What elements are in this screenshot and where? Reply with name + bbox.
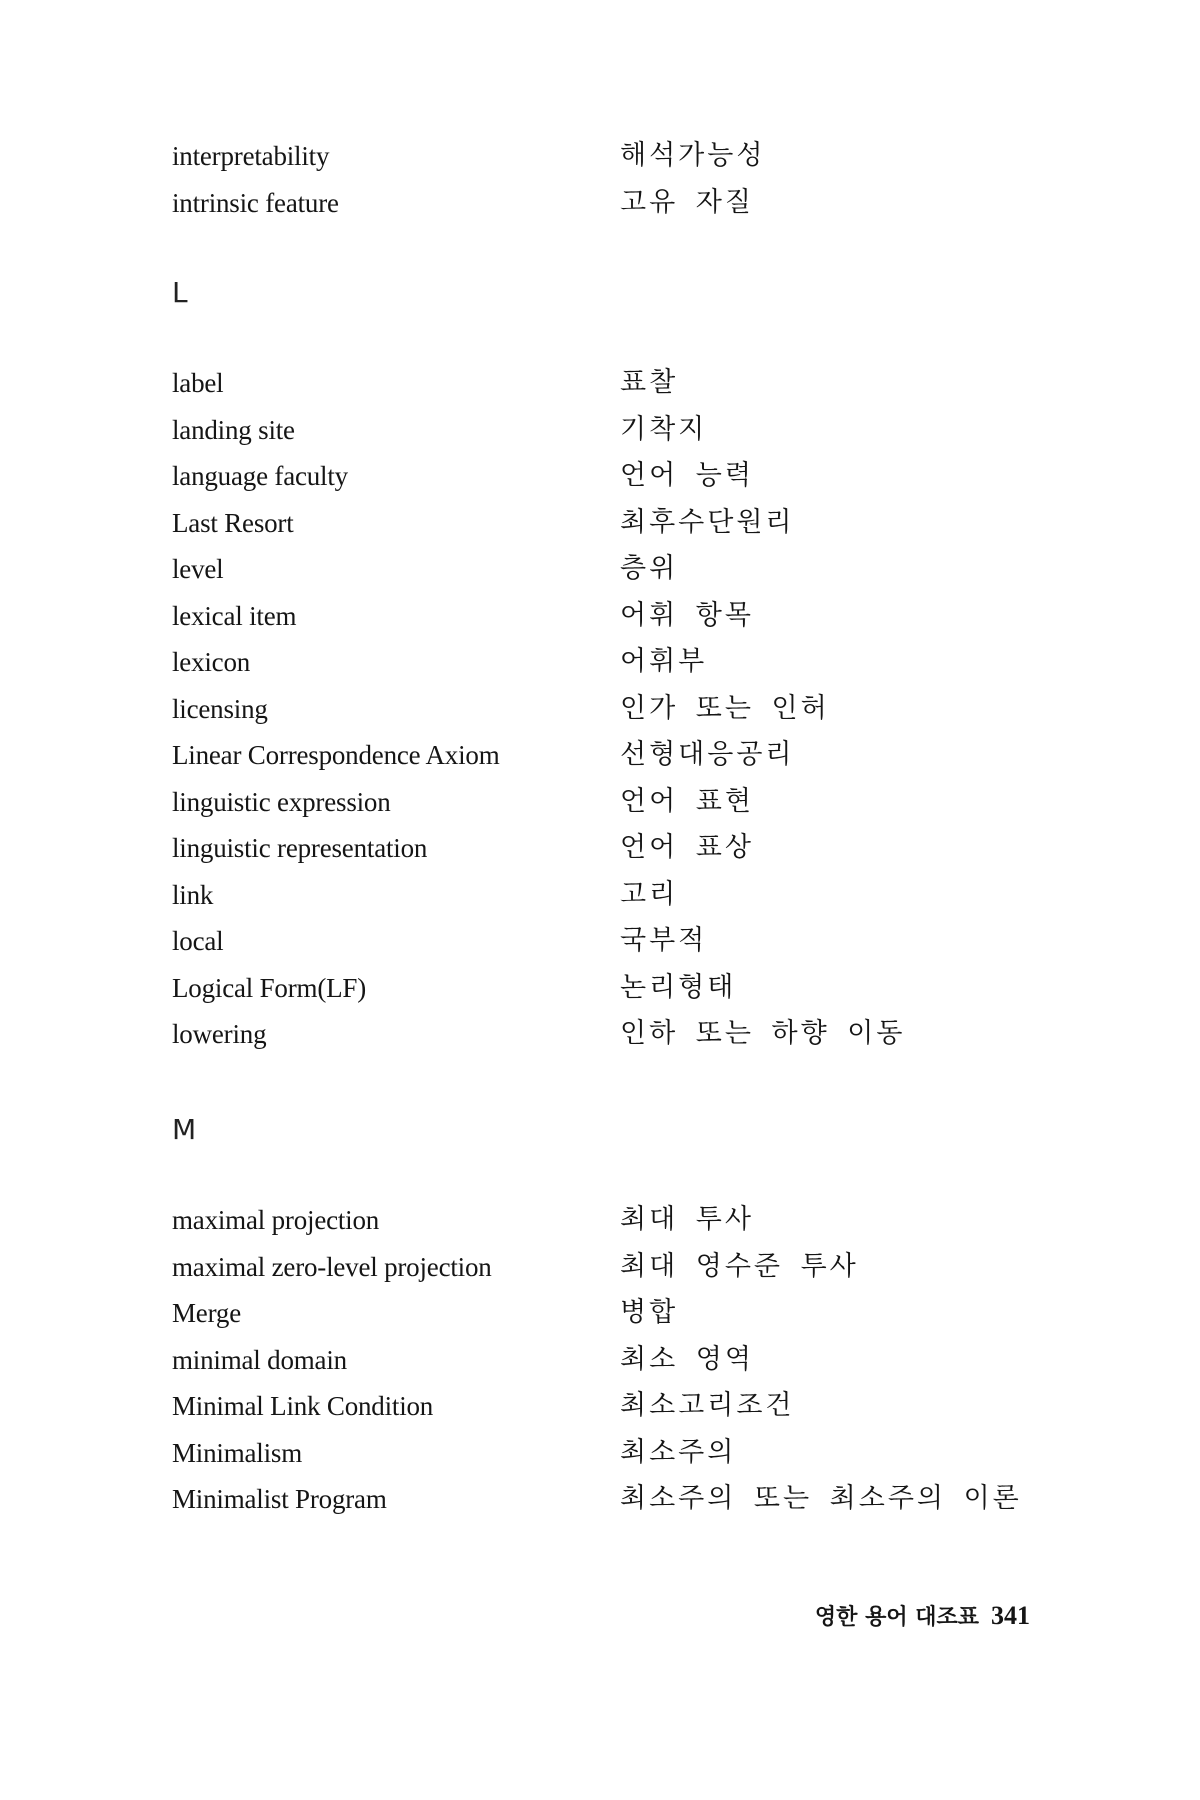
english-term: local	[172, 926, 224, 956]
english-term: interpretability	[172, 141, 330, 171]
korean-term: 층위	[620, 553, 679, 584]
english-term: Merge	[172, 1298, 241, 1328]
section-letter-l: L	[172, 276, 188, 309]
glossary-row	[172, 1290, 1072, 1337]
glossary-row	[172, 593, 1072, 640]
english-term: Last Resort	[172, 507, 294, 538]
korean-term: 최소주의 또는 최소주의 이론	[620, 1483, 1022, 1514]
top-entries	[172, 133, 1072, 226]
section-letter-m: M	[172, 1113, 197, 1146]
korean-term: 언어 능력	[620, 460, 754, 491]
english-term: linguistic expression	[172, 786, 391, 817]
glossary-row	[172, 1244, 1072, 1291]
page-number: 341	[991, 1601, 1030, 1630]
english-term: minimal domain	[172, 1344, 347, 1375]
english-term: Minimal Link Condition	[172, 1391, 434, 1421]
korean-term: 최후수단원리	[620, 506, 795, 538]
english-term: linguistic representation	[172, 833, 428, 863]
korean-term: 병합	[620, 1297, 679, 1328]
english-term: Minimalism	[172, 1437, 303, 1468]
glossary-row	[172, 779, 1072, 826]
glossary-row	[172, 407, 1072, 454]
korean-term: 최소주의	[620, 1436, 737, 1468]
korean-term: 기착지	[620, 413, 708, 445]
glossary-row	[172, 133, 1072, 180]
english-term: level	[172, 554, 224, 584]
english-term: maximal projection	[172, 1205, 380, 1235]
korean-term: 국부적	[620, 925, 708, 956]
korean-term: 해석가능성	[620, 140, 766, 171]
korean-term: 인가 또는 인허	[620, 692, 830, 724]
english-term: maximal zero-level projection	[172, 1251, 492, 1282]
english-term: intrinsic feature	[172, 187, 339, 218]
english-term: lexical item	[172, 600, 297, 631]
english-term: Linear Correspondence Axiom	[172, 740, 500, 770]
korean-term: 언어 표상	[620, 832, 754, 863]
glossary-row	[172, 453, 1072, 500]
glossary-row	[172, 639, 1072, 686]
section-m-entries	[172, 1197, 1072, 1523]
glossary-row	[172, 546, 1072, 593]
glossary-row	[172, 1383, 1072, 1430]
english-term: language faculty	[172, 461, 348, 491]
glossary-row	[172, 872, 1072, 919]
glossary-row	[172, 1011, 1072, 1058]
glossary-row	[172, 965, 1072, 1012]
english-term: link	[172, 879, 214, 910]
glossary-row	[172, 918, 1072, 965]
korean-term: 논리형태	[620, 971, 737, 1003]
english-term: lowering	[172, 1019, 267, 1049]
korean-term: 고유 자질	[620, 186, 754, 218]
english-term: label	[172, 368, 224, 398]
running-title: 영한 용어 대조표	[814, 1605, 979, 1630]
glossary-row	[172, 180, 1072, 227]
english-term: Logical Form(LF)	[172, 972, 367, 1003]
korean-term: 최대 투사	[620, 1204, 754, 1235]
korean-term: 어휘 항목	[620, 599, 754, 631]
korean-term: 최소고리조건	[620, 1390, 795, 1421]
glossary-row	[172, 732, 1072, 779]
korean-term: 고리	[620, 878, 679, 910]
glossary-row	[172, 1430, 1072, 1477]
english-term: lexicon	[172, 647, 251, 677]
korean-term: 인하 또는 하향 이동	[620, 1018, 906, 1049]
glossary-row	[172, 500, 1072, 547]
korean-term: 표찰	[620, 367, 679, 398]
english-term: Minimalist Program	[172, 1484, 387, 1514]
korean-term: 언어 표현	[620, 785, 754, 817]
glossary-row	[172, 1197, 1072, 1244]
korean-term: 최소 영역	[620, 1343, 754, 1375]
glossary-row	[172, 360, 1072, 407]
korean-term: 어휘부	[620, 646, 708, 677]
korean-term: 최대 영수준 투사	[620, 1250, 859, 1282]
korean-term: 선형대응공리	[620, 739, 795, 770]
page-footer	[815, 1600, 1030, 1631]
glossary-row	[172, 1337, 1072, 1384]
section-l-entries	[172, 360, 1072, 1058]
english-term: landing site	[172, 414, 295, 445]
english-term: licensing	[172, 693, 268, 724]
glossary-row	[172, 825, 1072, 872]
glossary-row	[172, 686, 1072, 733]
glossary-row	[172, 1476, 1072, 1523]
